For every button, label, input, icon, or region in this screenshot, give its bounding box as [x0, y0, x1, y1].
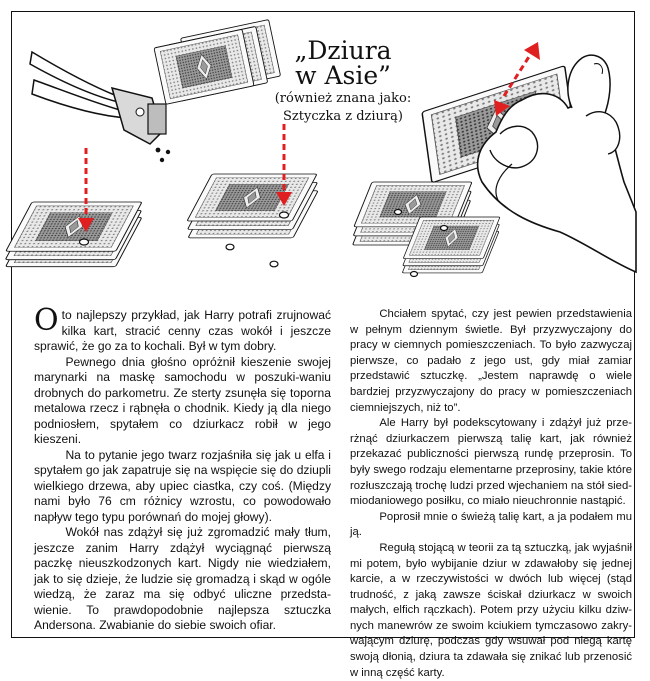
card-deck-icon — [153, 20, 281, 105]
right-paragraph-2: Ale Harry był podekscytowany i zdążył już prze-rżnąć dziurkaczem pierwszą talię kart, jak również przekazać publiczności pierwszą rundę przeprosin. To były swego rodzaju elementarne przeprosiny, takie które rozłuszczają trochę ludzi przed wjechaniem na stół sied-miodaniowego posiłku, co miało nieuchronnie nastąpić. — [350, 417, 632, 508]
card-deck-icon — [0, 202, 150, 267]
right-column — [350, 307, 632, 681]
title-line-2: w Asie” — [295, 61, 391, 90]
left-paragraph-1-text: to najlepszy przykład, jak Harry potrafi zrujnować kilka kart, stracić cenny czas wokół i jeszcze sprawić, że go za to kochali. Był w tym dobry. — [34, 308, 331, 353]
title-block — [268, 38, 418, 124]
left-paragraph-2: Pewnego dnia głośno opróżnił kieszenie swojej marynarki na maskę samochodu w poszuki-waniu drobnych do parkometru. Ze sterty zsunęła się toporna metalowa rzecz i rąbnęła o chodnik. Kiedy ją dla niego podniosłem, spytałem co dziurkacz robił w jego kieszeni. — [34, 354, 331, 446]
subtitle-line-2: Sztyczka z dziurą) — [283, 109, 403, 124]
card-deck-icon — [178, 174, 327, 238]
page-frame — [11, 11, 635, 679]
title-line-1: „Dziura — [294, 36, 392, 65]
left-paragraph-3: Na to pytanie jego twarz rozjaśniła się jak u elfa i spytałem go jak zapatruje się na wspięcie się do dziupli wielkiego drzewa, aby upiec ciastka, czy coś. (Między nami było 76 cm różnicy wzrostu, co powodowało napływ tego typu porównań do mojej głowy). — [34, 447, 331, 524]
subtitle-line-1: (również znana jako: — [274, 91, 412, 106]
right-paragraph-4: Regułą stojącą w teorii za tą sztuczką, jak wyjaśnił mi potem, było wybijanie dziur w zdawałoby się jednej karcie, a w rzeczywistości w dwóch lub więcej (stąd trudność, z jaką zawsze ściskał dziurkacz w swoich małych, elfich rączkach). Potem przy użyciu kilku dziw-nych manewrów ze swoim kciukiem tymczasowo zakry-wającym dziurę, podczas gdy wsuwał pod niegą kartę swoją dłonią, dziura ta zdawała się znikać lub przenosić w inną część karty. — [350, 541, 632, 679]
right-paragraph-3: Poprosił mnie o świeżą talię kart, a ja podałem mu ją. — [350, 510, 632, 539]
left-column — [34, 303, 331, 634]
left-paragraph-1 — [34, 303, 331, 355]
right-paragraph-1: Chciałem spytać, czy jest pewien przedstawienia w pełnym dziennym świetle. Był przyzwyczajony do pracy w ciemnych pomieszczeniach. To było zazwyczaj pierwsze, co padało z jego ust, gdy miał zamiar przedstawić sztuczkę. „Jestem naprawdę o wiele bardziej przyzwyczajony do pracy w pomieszczeniach ciemniejszych, niż to”. — [350, 308, 632, 414]
drop-cap: O — [34, 303, 59, 338]
left-paragraph-4: Wokół nas zdążył się już zgromadzić mały tłum, jeszcze zanim Harry zdążył wyciągnąć pierwszą paczkę nieuszkodzonych kart. Nigdy nie wiedziałem, jak to się dzieje, że ludzie się gromadzą i skąd w ogóle wiedzą, że zaraz ma się odbyć uliczne przedsta-wienie. To prawdopodobnie najlepsza sztuczka Andersona. Zwabianie do siebie swoich ofiar. — [34, 525, 331, 632]
hole-punch-icon — [30, 52, 170, 162]
